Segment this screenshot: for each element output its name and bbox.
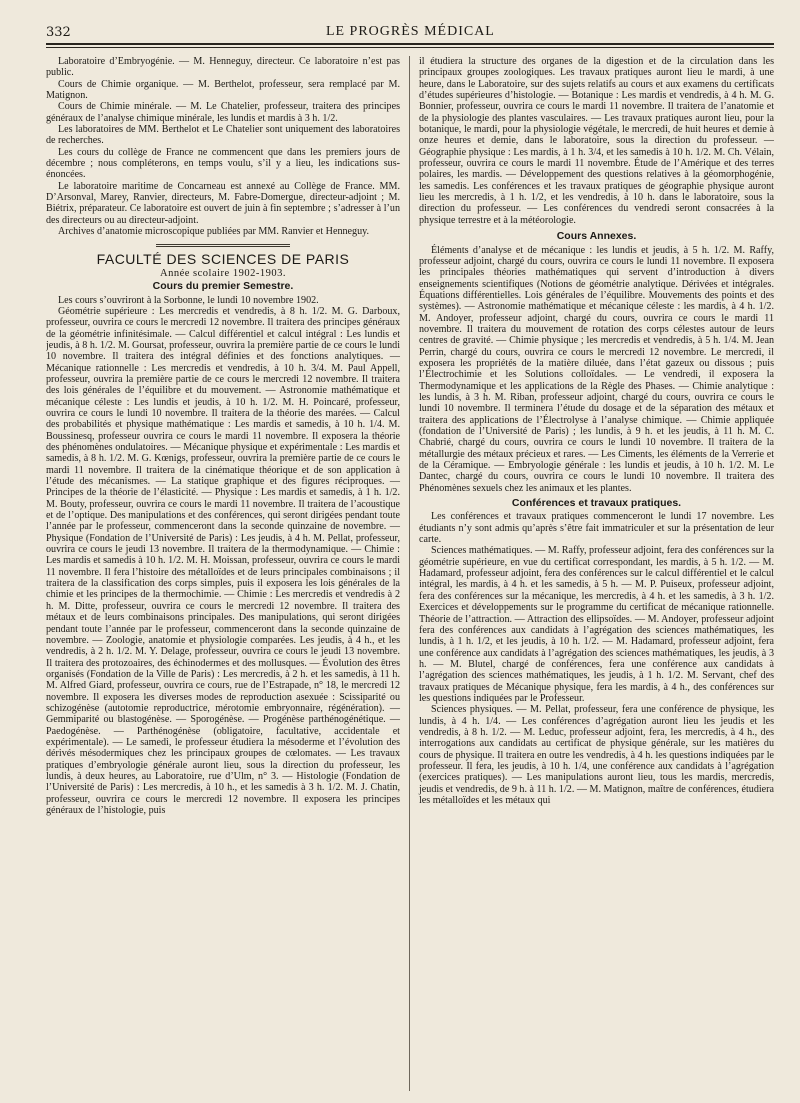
header-rule <box>46 43 774 45</box>
journal-title: LE PROGRÈS MÉDICAL <box>325 24 495 39</box>
right-column <box>410 56 774 1091</box>
paragraph: Cours de Chimie organique. — M. Berthelot, professeur, sera remplacé par M. Matignon. <box>46 78 400 102</box>
opening-paragraph: Les cours s’ouvriront à la Sorbonne, le lundi 10 novembre 1902. <box>58 294 319 306</box>
annex-paragraph: Éléments d’analyse et de mécanique : les lundis et jeudis, à 5 h. 1/2. M. Raffy, professeur adjoint, chargé du cours, ouvrira ce cours le lundi 11 novembre. Il exposera les principales théories mathématiques qui servent d’introduction à divers enseignements scientifiques (Notions de géométrie analytique. Dérivées et intégrales. Équations différentielles. Lois générales de l’équilibre. Mouvements des points et des systèmes). — Astronomie mathématique et mécanique céleste : les mardis, à 4 h. 1/2. M. Andoyer, professeur adjoint, chargé du cours, ouvrira ce cours le mardi 11 novembre. Il traitera du mouvement de rotation des corps célestes autour de leurs centres de gravité. — Chimie physique ; les mercredis et vendredis, à 5 h. 1/4. M. Jean Perrin, chargé du cours, ouvrira ce cours le mercredi 12 novembre. Le mercredi, il exposera les propriétés de la matière diluée, dans l’état gazeux ou dissous ; puis l’Électrochimie et les Solutions colloïdales. — Le vendredi, il exposera la Thermodynamique et les applications de la Règle des Phases. — Chimie analytique : les lundis, à 3 h. M. Riban, professeur adjoint, chargé du cours, ouvrira ce cours le lundi 10 novembre. Il terminera l’étude du dosage et de la séparation des métaux et traitera des applications de l’Électrolyse à l’analyse chimique. — Chimie appliquée (fondation de l’Université de Paris) ; les lundis, à 9 h. et les jeudis, à 11 h. M. C. Chabrié, chargé du cours, ouvrira ce cours le lundi 10 novembre. Il traitera de la métallurgie des métaux précieux et rares. — Les Ciments, les éléments de la Verrerie et de la Céramique. — Embryologie générale : les lundis et jeudis, à 10 h. 1/2. M. Le Dantec, chargé du cours, ouvrira ce cours le lundi 10 novembre. Il traitera des Phénomènes sexuels chez les animaux et les plantes. <box>419 244 774 494</box>
annex-heading: Cours Annexes. <box>556 230 637 243</box>
page-header <box>46 18 774 40</box>
paragraph: Les laboratoires de MM. Berthelot et Le Chatelier sont uniquement des laboratoires de recherches. <box>46 124 400 147</box>
paragraph: il étudiera la structure des organes de la digestion et de la circulation dans les principaux groupes zoologiques. Les travaux pratiques auront lieu le mardi, à une heure, dans le Laboratoire, sur des sujets relatifs au cours et aux examens du certificats d’études supérieures d’histologie. — Botanique : Les mardis et vendredis, à 4 h. M. G. Bonnier, professeur, ouvrira ce cours le mardi 11 novembre. Il traitera de l’anatomie et de la physiologie des plantes vasculaires. — Les travaux pratiques auront lieu, pour la botanique, le mardi, pour la physiologie végétale, le mercredi, de huit heures et demie à onze heures et demie, dans le laboratoire, sous la direction du professeur. — Géographie physique : Les mardis, à 1 h. 3/4, et les samedis à 10 h. 1/2. M. Ch. Vélain, professeur, ouvrira ce cours le mardi 11 novembre. Étude de l’Amérique et des terres polaires, les mardis. — Développement des questions relatives à la géomorphogénie, les samedis. Les conférences et les travaux pratiques de géographie physique auront lieu les mercredis, à 1 h. 1/2, et les vendredis, à 10 h. dans le laboratoire, sous la direction du professeur. — Les conférences du vendredi seront consacrées à la physique terrestre et à la météorologie. <box>419 56 774 226</box>
header-rule-thin <box>46 47 774 48</box>
paragraph: Cours de Chimie minérale. — M. Le Chatelier, professeur, traitera des principes généraux de l’analyse chimique minérale, les lundis et mardis à 3 h. 1/2. <box>46 101 400 124</box>
paragraph: Le laboratoire maritime de Concarneau est annexé au Collège de France. MM. D’Arsonval, Marey, Ranvier, directeurs, M. Fabre-Domergue, directeur-adjoint ; M. Biétrix, préparateur. Ce laboratoire est ouvert de juin à fin septembre ; s’adresser à l’un des directeurs ou au directeur-adjoint. <box>46 180 400 226</box>
paragraph: Laboratoire d’Embryogénie. — M. Henneguy, directeur. Ce laboratoire n’est pas public. <box>46 56 400 79</box>
paragraph: Les cours du collège de France ne commencent que dans les premiers jours de décembre ; nous compléterons, en temps voulu, s’il y a lieu, les indications sus-énoncées. <box>46 146 400 181</box>
school-year: Année scolaire 1902-1903. <box>160 267 286 279</box>
paragraph: Sciences physiques. — M. Pellat, professeur, fera une conférence de physique, les lundis, à 4 h. 1/4. — Les conférences d’agrégation auront lieu les jeudis et les vendredis, à 8 h. 1/2. — M. Leduc, professeur adjoint, fera, les mercredis, à 4 h., des interrogations aux candidats au certificat de physique générale, sur les matières du cours de physique. Il traitera en outre les vendredis, à 4 h. les questions indiquées par le professeur. Il fera, les jeudis, à 10 h. 1/4, une conférence aux candidats à l’agrégation (exercices pratiques). — Les manipulations auront lieu, tous les mardis, mercredis, jeudis et vendredis, de 9 h. à 11 h. 1/2. — M. Matignon, maître de conférences, étudiera les métalloïdes et les métaux qui <box>419 704 774 806</box>
two-column-body <box>46 56 774 1091</box>
paragraph: Archives d’anatomie microscopique publiées par MM. Ranvier et Henneguy. <box>58 226 370 238</box>
conferences-heading: Conférences et travaux pratiques. <box>511 497 682 510</box>
faculty-heading: FACULTÉ DES SCIENCES DE PARIS <box>96 250 350 267</box>
semester-heading: Cours du premier Semestre. <box>152 280 294 293</box>
section-divider <box>156 244 291 247</box>
page-number: 332 <box>46 25 71 40</box>
paragraph: Sciences mathématiques. — M. Raffy, professeur adjoint, fera des conférences sur la géométrie supérieure, en vue du certificat correspondant, les mardis, à 5 h. 1/2. — M. Hadamard, professeur adjoint, fera des conférences sur le calcul différentiel et le calcul intégral, les mardis, à 4 h. et les samedis, à 5 h. — M. P. Puiseux, professeur adjoint, fera des conférences sur la mécanique, les mercredis, à 4 h. et les samedis, à 3 h. 1/2. Exercices et développements sur le programme du certificat de mécanique rationnelle. Théorie de l’attraction. — Attraction des ellipsoïdes. — M. Andoyer, professeur adjoint fera des conférences aux candidats à l’agrégation des sciences mathématiques, les lundis, à 1 h. 1/2, et les jeudis, à 10 h. 1/2. — M. Hadamard, professeur adjoint, fera une conférence aux candidats à l’agrégation des sciences mathématiques, les jeudis, à 3 h. — M. Blutel, chargé de conférences, fera une conférence aux candidats à l’agrégation des sciences mathématiques, les jeudis, à 1 h. 1/2. M. Servant, chef des travaux pratiques de Mécanique physique, fera les mardis, à 4 h., des conférences sur les questions indiquées par le Professeur. <box>419 545 774 704</box>
paragraph: Les conférences et travaux pratiques commenceront le lundi 17 novembre. Les étudiants n’y sont admis qu’après s’être fait immatriculer et sur la présentation de leur carte. <box>419 511 774 546</box>
courses-paragraph: Géométrie supérieure : Les mercredis et vendredis, à 8 h. 1/2. M. G. Darboux, professeur, ouvrira ce cours le mercredi 12 novembre. Il traitera des principes généraux de la géométrie infinitésimale. — Calcul différentiel et calcul intégral : Les lundis et jeudis, à 8 h. 1/2. M. Goursat, professeur, ouvrira la première partie de ce cours le lundi 10 novembre. Il traitera des intégral définies et des fonctions analytiques. — Mécanique rationnelle : Les mercredis et vendredis, à 10 h. 3/4. M. Paul Appell, professeur, ouvrira la première partie de ce cours le mercredi 12 novembre. Il traitera des lois générales de l’équilibre et du mouvement. — Astronomie mathématique et mécanique céleste : Les lundis et jeudis, à 10 h. 1/2. M. H. Poincaré, professeur, ouvrira ce cours le lundi 10 novembre. Il traitera de la théorie des marées. — Calcul des probabilités et physique mathématique : Les mardis et samedis, à 10 h. 1/4. M. Boussinesq, professeur ouvrira ce cours le mardi 11 novembre. Il exposera la théorie des phénomènes ondulatoires. — Mécanique physique et expérimentale : Les mardis et samedis, à 8 h. 1/2. M. G. Kœnigs, professeur, ouvrira la première partie de ce cours le mardi 11 novembre. Il traitera de la cinématique théorique et de son application à l’étude des mécanismes. — La statique graphique et des figures réciproques. — Principes de la théorie de l’élasticité. — Physique : Les mardis et samedis, à 1 h. 1/2. M. Bouty, professeur, ouvrira ce cours le mardi 11 novembre. Il traitera de l’acoustique et de l’optique. Des manipulations et des conférences, qui seront dirigées pendant toute l’année par le professeur, commenceront dans la seconde quinzaine de novembre. — Physique (Fondation de l’Université de Paris) : Les jeudis, à 4 h. M. Pellat, professeur, ouvrira ce cours le jeudi 13 novembre. Il traitera de la thermodynamique. — Chimie : Les mardis et samedis à 10 h. 1/2. M. H. Moissan, professeur, ouvrira ce cours le mardi 11 novembre. Il fera l’histoire des métalloïdes et de leurs principales combinaisons ; il traitera de la classification des corps simples, puis il exposera les lois générales de la chimie et les principes de la thermochimie. — Chimie : Les mercredis et vendredis à 2 h. M. Ditte, professeur, ouvrira ce cours le mercredi 12 novembre. Il traitera des métaux et de leurs combinaisons principales. Des manipulations, qui seront dirigées pendant toute l’année par le professeur, commenceront dans la seconde quinzaine de novembre. — Zoologie, anatomie et physiologie comparées. Les jeudis, à 4 h., et les vendredis, à 2 h. 1/2. M. Y. Delage, professeur, ouvrira ce cours le jeudi 13 novembre. Il traitera des protozoaires, des échinodermes et des mollusques. — Évolution des êtres organisés (Fondation de la Ville de Paris) : Les mercredis, à 2 h. et les samedis, à 11 h. M. Alfred Giard, professeur, ouvrira ce cours, rue de l’Estrapade, n° 18, le mercredi 12 novembre. Il exposera les diverses modes de reproduction asexuée : Scissiparité ou schizogénèse (autotomie reproductrice, mérotomie embryonnaire, régénération). — Gemmiparité ou blastogénèse. — Sporogénèse. — Progénèse parthénogénétique. — Paedogénèse. — Parthénogénèse (obligatoire, facultative, accidentale et expérimentale). — Le samedi, le professeur étudiera la mésoderme et l’évolution des dérivés mésodermiques chez les principaux groupes de cœlomates. — Les travaux pratiques d’embryologie générale auront lieu, sous la direction du professeur, les lundis, à deux heures, au Laboratoire, rue d’Ulm, n° 3. — Histologie (Fondation de l’Université de Paris) : Les mercredis, à 10 h., et les samedis à 3 h. 1/2. M. J. Chatin, professeur, ouvrira ce cours le mercredi 12 novembre. Il exposera les principes généraux de l’histologie, puis <box>46 305 400 816</box>
left-column <box>46 56 410 1091</box>
